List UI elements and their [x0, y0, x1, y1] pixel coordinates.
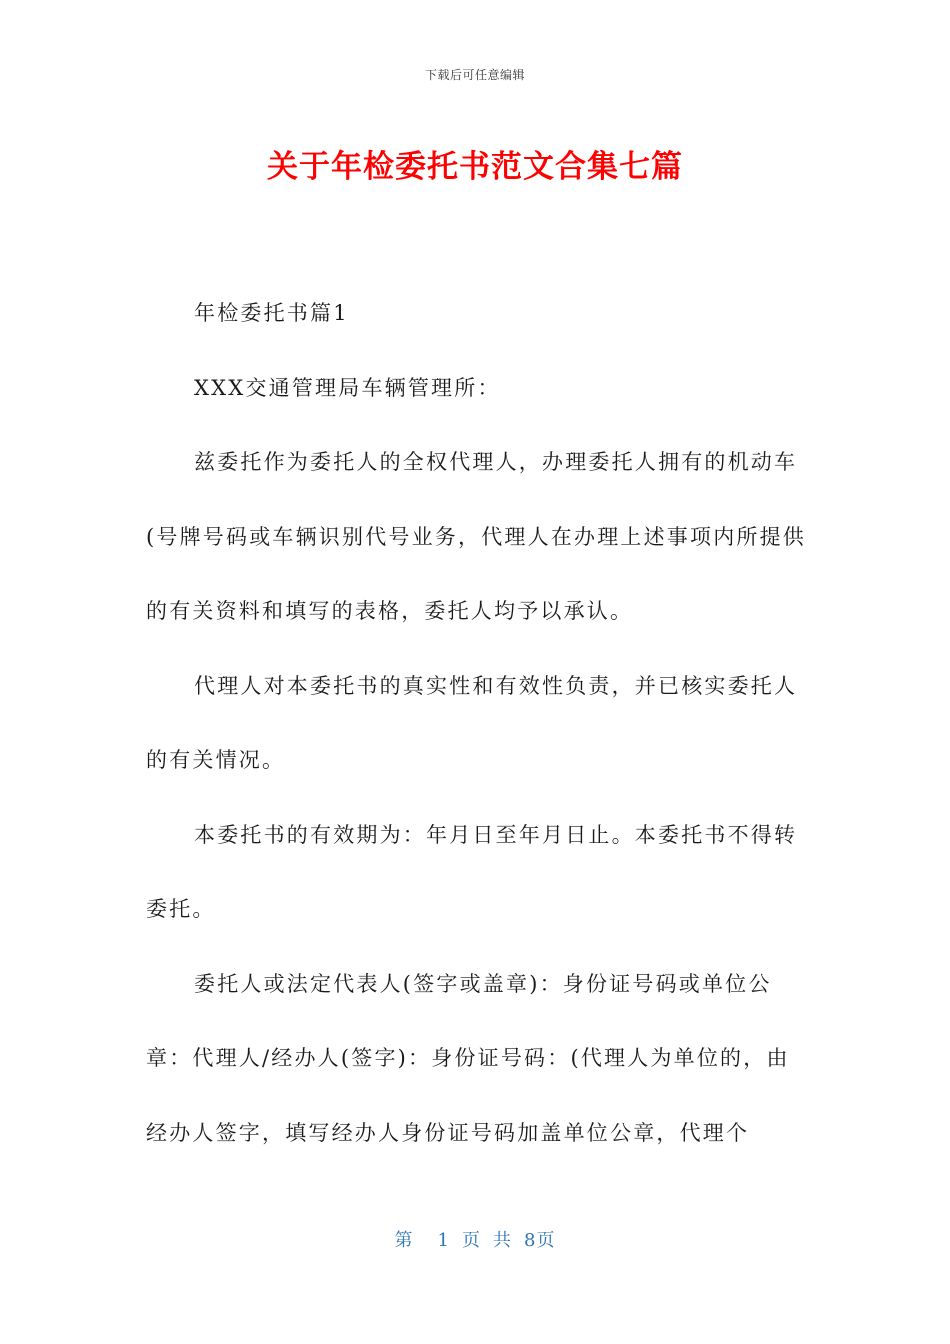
footer-prefix: 第	[394, 1230, 414, 1251]
footer-total-pages: 8页	[524, 1230, 556, 1251]
page-footer	[0, 1226, 950, 1252]
footer-current-page: 1	[437, 1230, 450, 1251]
addressee-line: XXX交通管理局车辆管理所：	[194, 375, 501, 400]
paragraph: 代理人对本委托书的真实性和有效性负责，并已核实委托人的有关情况。	[146, 673, 798, 772]
section-heading: 年检委托书篇1	[194, 301, 349, 325]
footer-total-label: 共	[493, 1230, 512, 1251]
document-title: 关于年检委托书范文合集七篇	[267, 149, 683, 185]
paragraph: 委托人或法定代表人(签字或盖章)：身份证号码或单位公章：代理人/经办人(签字)：身份证号码：(代理人为单位的，由经办人签字，填写经办人身份证号码加盖单位公章，代理个	[146, 971, 790, 1145]
paragraph: 兹委托作为委托人的全权代理人，办理委托人拥有的机动车(号牌号码或车辆识别代号业务，代理人在办理上述事项内所提供的有关资料和填写的表格，委托人均予以承认。	[146, 450, 806, 623]
footer-page-label: 页	[462, 1230, 481, 1251]
header-note: 下载后可任意编辑	[424, 68, 525, 82]
paragraph: 本委托书的有效期为：年月日至年月日止。本委托书不得转委托。	[146, 822, 798, 921]
document-body	[146, 276, 806, 1170]
